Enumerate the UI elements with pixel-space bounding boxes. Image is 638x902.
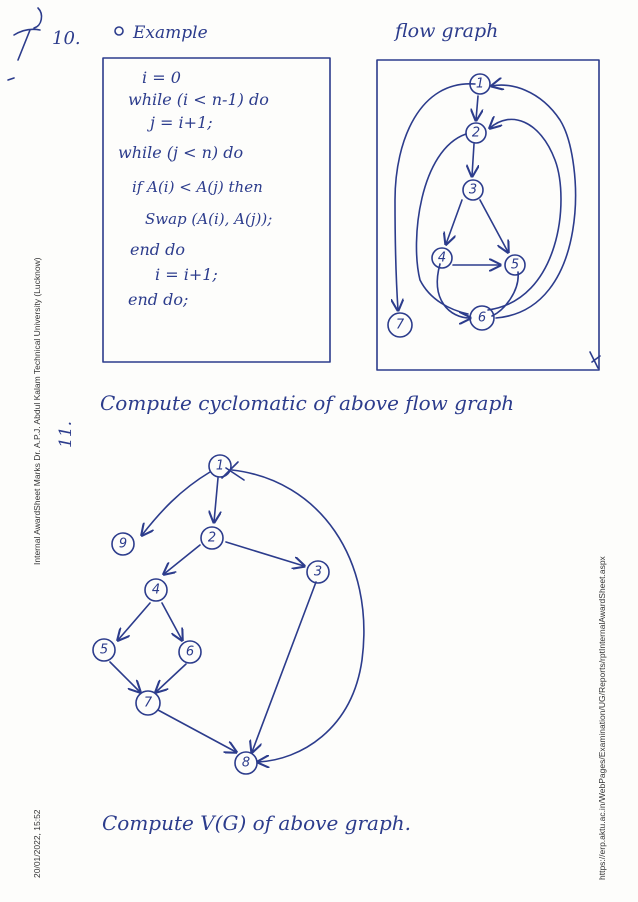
corner-scribble xyxy=(8,8,41,80)
edge xyxy=(118,603,150,640)
q2-question: Compute V(G) of above graph. xyxy=(102,811,411,835)
q1-flow-heading: flow graph xyxy=(395,20,499,42)
graph-node xyxy=(145,579,167,601)
edge xyxy=(226,542,304,566)
graph-node xyxy=(179,641,201,663)
graph-node xyxy=(463,180,483,200)
svg-text:6: 6 xyxy=(185,644,195,660)
edge xyxy=(164,545,200,574)
q1-heading: Example xyxy=(133,23,208,43)
svg-text:2: 2 xyxy=(471,125,481,141)
svg-text:5: 5 xyxy=(99,642,109,658)
q1-question: Compute cyclomatic of above flow graph xyxy=(100,391,515,415)
svg-text:4: 4 xyxy=(437,250,447,266)
margin-url: https://erp.aktu.ac.in/WebPages/Examination/UG/Reports/rptInternalAwardSheet.aspx xyxy=(597,556,607,880)
edge xyxy=(476,96,478,120)
graph-node xyxy=(307,561,329,583)
graph-node xyxy=(93,639,115,661)
edge xyxy=(252,582,316,752)
edge xyxy=(395,84,478,310)
edge xyxy=(480,200,508,252)
svg-text:8: 8 xyxy=(241,755,251,771)
graph-node xyxy=(388,313,412,337)
flow-graph-1 xyxy=(388,74,576,337)
code-line: end do xyxy=(130,240,185,259)
svg-text:1: 1 xyxy=(215,458,225,474)
code-line: if A(i) < A(j) then xyxy=(132,178,263,196)
graph-node xyxy=(470,306,494,330)
margin-datetime: 20/01/2022, 15:52 xyxy=(32,809,42,878)
code-line: while (j < n) do xyxy=(118,143,244,162)
edge xyxy=(214,478,218,522)
code-line: j = i+1; xyxy=(150,113,213,132)
svg-text:3: 3 xyxy=(313,564,323,580)
edge xyxy=(142,472,210,535)
edge xyxy=(446,200,462,244)
q1-number: 10. xyxy=(52,28,81,49)
edge xyxy=(158,710,236,752)
code-line: Swap (A(i), A(j)); xyxy=(145,210,273,228)
edge xyxy=(488,119,561,310)
svg-text:7: 7 xyxy=(395,317,405,333)
svg-text:7: 7 xyxy=(143,695,153,711)
q2-number: 11. xyxy=(56,420,76,448)
svg-text:4: 4 xyxy=(151,582,161,598)
flow-graph-2 xyxy=(93,455,364,774)
edge xyxy=(416,134,468,314)
svg-text:9: 9 xyxy=(118,536,128,552)
edge xyxy=(110,662,140,692)
graph-node xyxy=(432,248,452,268)
graph-node xyxy=(136,691,160,715)
graph-node xyxy=(201,527,223,549)
svg-text:2: 2 xyxy=(207,530,217,546)
code-line: end do; xyxy=(128,290,189,309)
code-lines xyxy=(118,68,272,309)
graph-node xyxy=(235,752,257,774)
code-line: i = 0 xyxy=(142,68,181,87)
svg-text:5: 5 xyxy=(510,257,520,273)
margin-title: Internal AwardSheet Marks Dr. A.P.J. Abdul Kalam Technical University (Lucknow) xyxy=(32,257,42,565)
code-line: i = i+1; xyxy=(155,265,218,284)
edge xyxy=(232,470,364,762)
graph-node xyxy=(112,533,134,555)
graph-node xyxy=(505,255,525,275)
code-line: while (i < n-1) do xyxy=(128,90,269,109)
svg-text:1: 1 xyxy=(475,76,485,92)
svg-text:3: 3 xyxy=(468,182,478,198)
bullet-icon xyxy=(115,27,123,35)
edge xyxy=(156,664,186,692)
edge xyxy=(162,603,182,640)
edge xyxy=(472,144,474,176)
graph-node xyxy=(209,455,231,477)
edge xyxy=(492,272,518,316)
svg-text:6: 6 xyxy=(477,310,487,326)
graph-node xyxy=(466,123,486,143)
